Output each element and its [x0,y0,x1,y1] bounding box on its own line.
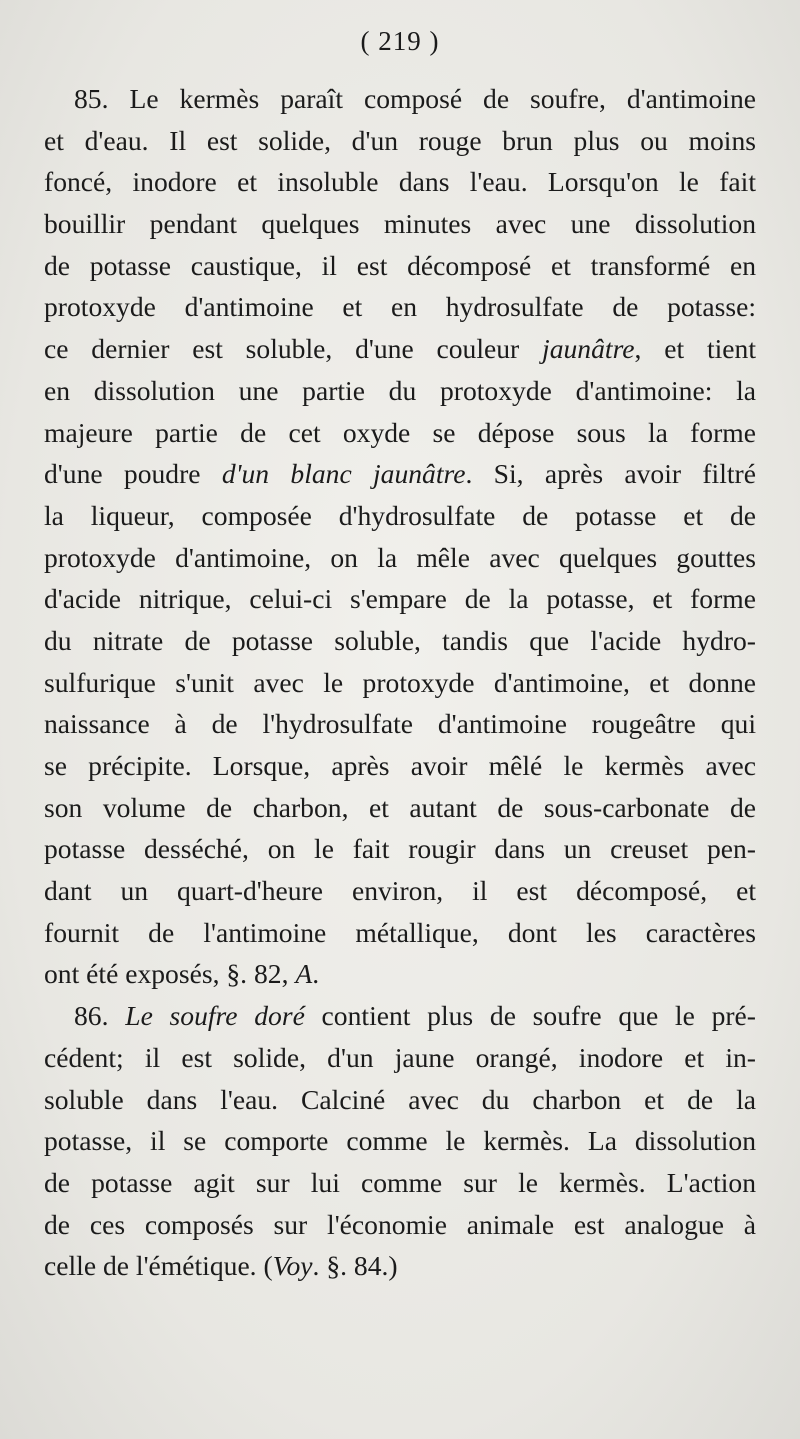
text-line: en dissolution une partie du protoxyde d'antimoine: la [44,374,756,406]
text-line: majeure partie de cet oxyde se dépose sous la forme [44,416,756,448]
text-line: potasse, il se comporte comme le kermès. La dissolution [44,1125,756,1157]
text-line: de potasse caustique, il est décomposé et transformé en [44,249,756,281]
text-line: de potasse agit sur lui comme sur le kermès. L'action [44,1166,756,1198]
text-line: de ces composés sur l'économie animale est analogue à [44,1208,756,1240]
text-line: d'une poudre d'un blanc jaunâtre. Si, après avoir filtré [44,458,756,490]
text-line: cédent; il est solide, d'un jaune orangé, inodore et in- [44,1041,756,1073]
text-line: ce dernier est soluble, d'une couleur jaunâtre, et tient [44,333,756,365]
italic-text: Le soufre doré [125,1000,305,1032]
text-line: se précipite. Lorsque, après avoir mêlé le kermès avec [44,750,756,781]
italic-text: A [295,958,313,990]
text-line: soluble dans l'eau. Calciné avec du charbon et de la [44,1083,756,1115]
text-line: sulfurique s'unit avec le protoxyde d'antimoine, et donne [44,666,756,698]
page-body-text [44,78,756,1287]
italic-text: jaunâtre [542,333,635,365]
text-line: son volume de charbon, et autant de sous-carbonate de [44,791,756,823]
text-line: et d'eau. Il est solide, d'un rouge brun plus ou moins [44,124,756,156]
text-line: celle de l'émétique. (Voy. §. 84.) [44,1250,398,1282]
text-line: ont été exposés, §. 82, A. [44,958,320,990]
text-line: naissance à de l'hydrosulfate d'antimoine rougeâtre qui [44,708,756,740]
text-line: potasse desséché, on le fait rougir dans un creuset pen- [44,833,756,865]
text-line: du nitrate de potasse soluble, tandis que l'acide hydro- [44,624,756,656]
text-line: 85. Le kermès paraît composé de soufre, d'antimoine [74,83,756,114]
text-line: la liqueur, composée d'hydrosulfate de potasse et de [44,499,756,531]
text-line: protoxyde d'antimoine et en hydrosulfate de potasse: [44,291,756,323]
paragraph-86 [44,995,756,1287]
text-line: protoxyde d'antimoine, on la mêle avec quelques gouttes [44,541,756,573]
paragraph-85 [44,78,756,995]
text-line: dant un quart-d'heure environ, il est décomposé, et [44,875,756,907]
text-line: d'acide nitrique, celui-ci s'empare de la potasse, et forme [44,583,756,615]
text-line: foncé, inodore et insoluble dans l'eau. Lorsqu'on le fait [44,166,756,198]
text-line: bouillir pendant quelques minutes avec une dissolution [44,208,756,240]
text-line: fournit de l'antimoine métallique, dont les caractères [44,916,756,948]
text-line: 86. Le soufre doré contient plus de soufre que le pré- [74,1000,756,1032]
italic-text: d'un blanc jaunâtre [221,458,466,490]
italic-text: Voy [272,1250,313,1282]
page-number: ( 219 ) [360,26,440,56]
